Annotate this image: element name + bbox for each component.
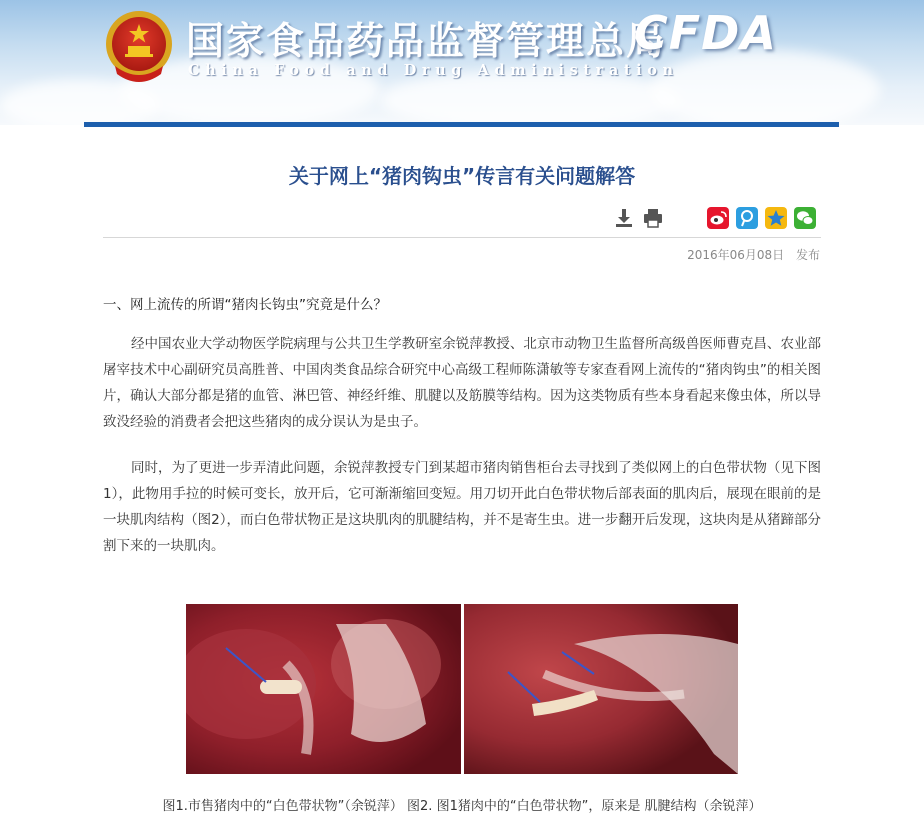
figure-2-photo [464, 604, 738, 774]
site-title: 国家食品药品监督管理总局 [186, 18, 667, 63]
publish-label: 发布 [795, 248, 820, 262]
site-subtitle: China Food and Drug Administration [188, 62, 679, 79]
article-title: 关于网上“猪肉钩虫”传言有关问题解答 [288, 164, 636, 188]
figure-1-photo [186, 604, 461, 774]
qzone-share-icon[interactable] [765, 207, 787, 229]
body-paragraph: 同时，为了更进一步弄清此问题，余锐萍教授专门到某超市猪肉销售柜台去寻找到了类似网上的白色带状物（见下图1），此物用手拉的时候可变长，放开后，它可渐渐缩回变短。用刀切开此白色带状物后部表面的肌肉后，展现在眼前的是一块肌肉结构（图2），而白色带状物正是这块肌肉的肌腱结构，并不是寄生虫。进一步翻开后发现，这块肉是从猪蹄部分割下来的一块肌肉。 [103, 460, 821, 554]
download-icon[interactable] [613, 207, 635, 229]
print-icon[interactable] [642, 207, 664, 229]
publish-date: 2016年06月08日 [687, 248, 785, 262]
title-divider [103, 237, 821, 238]
banner-cloud [650, 50, 880, 125]
publish-dateline [687, 246, 820, 263]
wechat-share-icon[interactable] [794, 207, 816, 229]
tencent-weibo-share-icon[interactable] [736, 207, 758, 229]
cfda-logo[interactable]: CFDA [634, 6, 777, 60]
site-banner [0, 0, 924, 125]
section-heading: 一、网上流传的所谓“猪肉长钩虫”究竟是什么？ [103, 297, 387, 313]
national-emblem-icon[interactable] [101, 8, 177, 90]
article-toolbar [0, 205, 924, 231]
weibo-share-icon[interactable] [707, 207, 729, 229]
body-paragraph: 经中国农业大学动物医学院病理与公共卫生学教研室余锐萍教授、北京市动物卫生监督所高级兽医师曹克昌、农业部屠宰技术中心副研究员高胜普、中国肉类食品综合研究中心高级工程师陈潇敏等专家查看网上流传的“猪肉钩虫”的相关图片，确认大部分都是猪的血管、淋巴管、神经纤维、肌腱以及筋膜等结构。因为这类物质有些本身看起来像虫体，所以导致没经验的消费者会把这些猪肉的成分误认为是虫子。 [103, 336, 821, 430]
figure-caption: 图1.市售猪肉中的“白色带状物”（余锐萍） 图2. 图1猪肉中的“白色带状物”，原来是 肌腱结构（余锐萍） [162, 799, 762, 814]
header-divider [84, 122, 839, 127]
